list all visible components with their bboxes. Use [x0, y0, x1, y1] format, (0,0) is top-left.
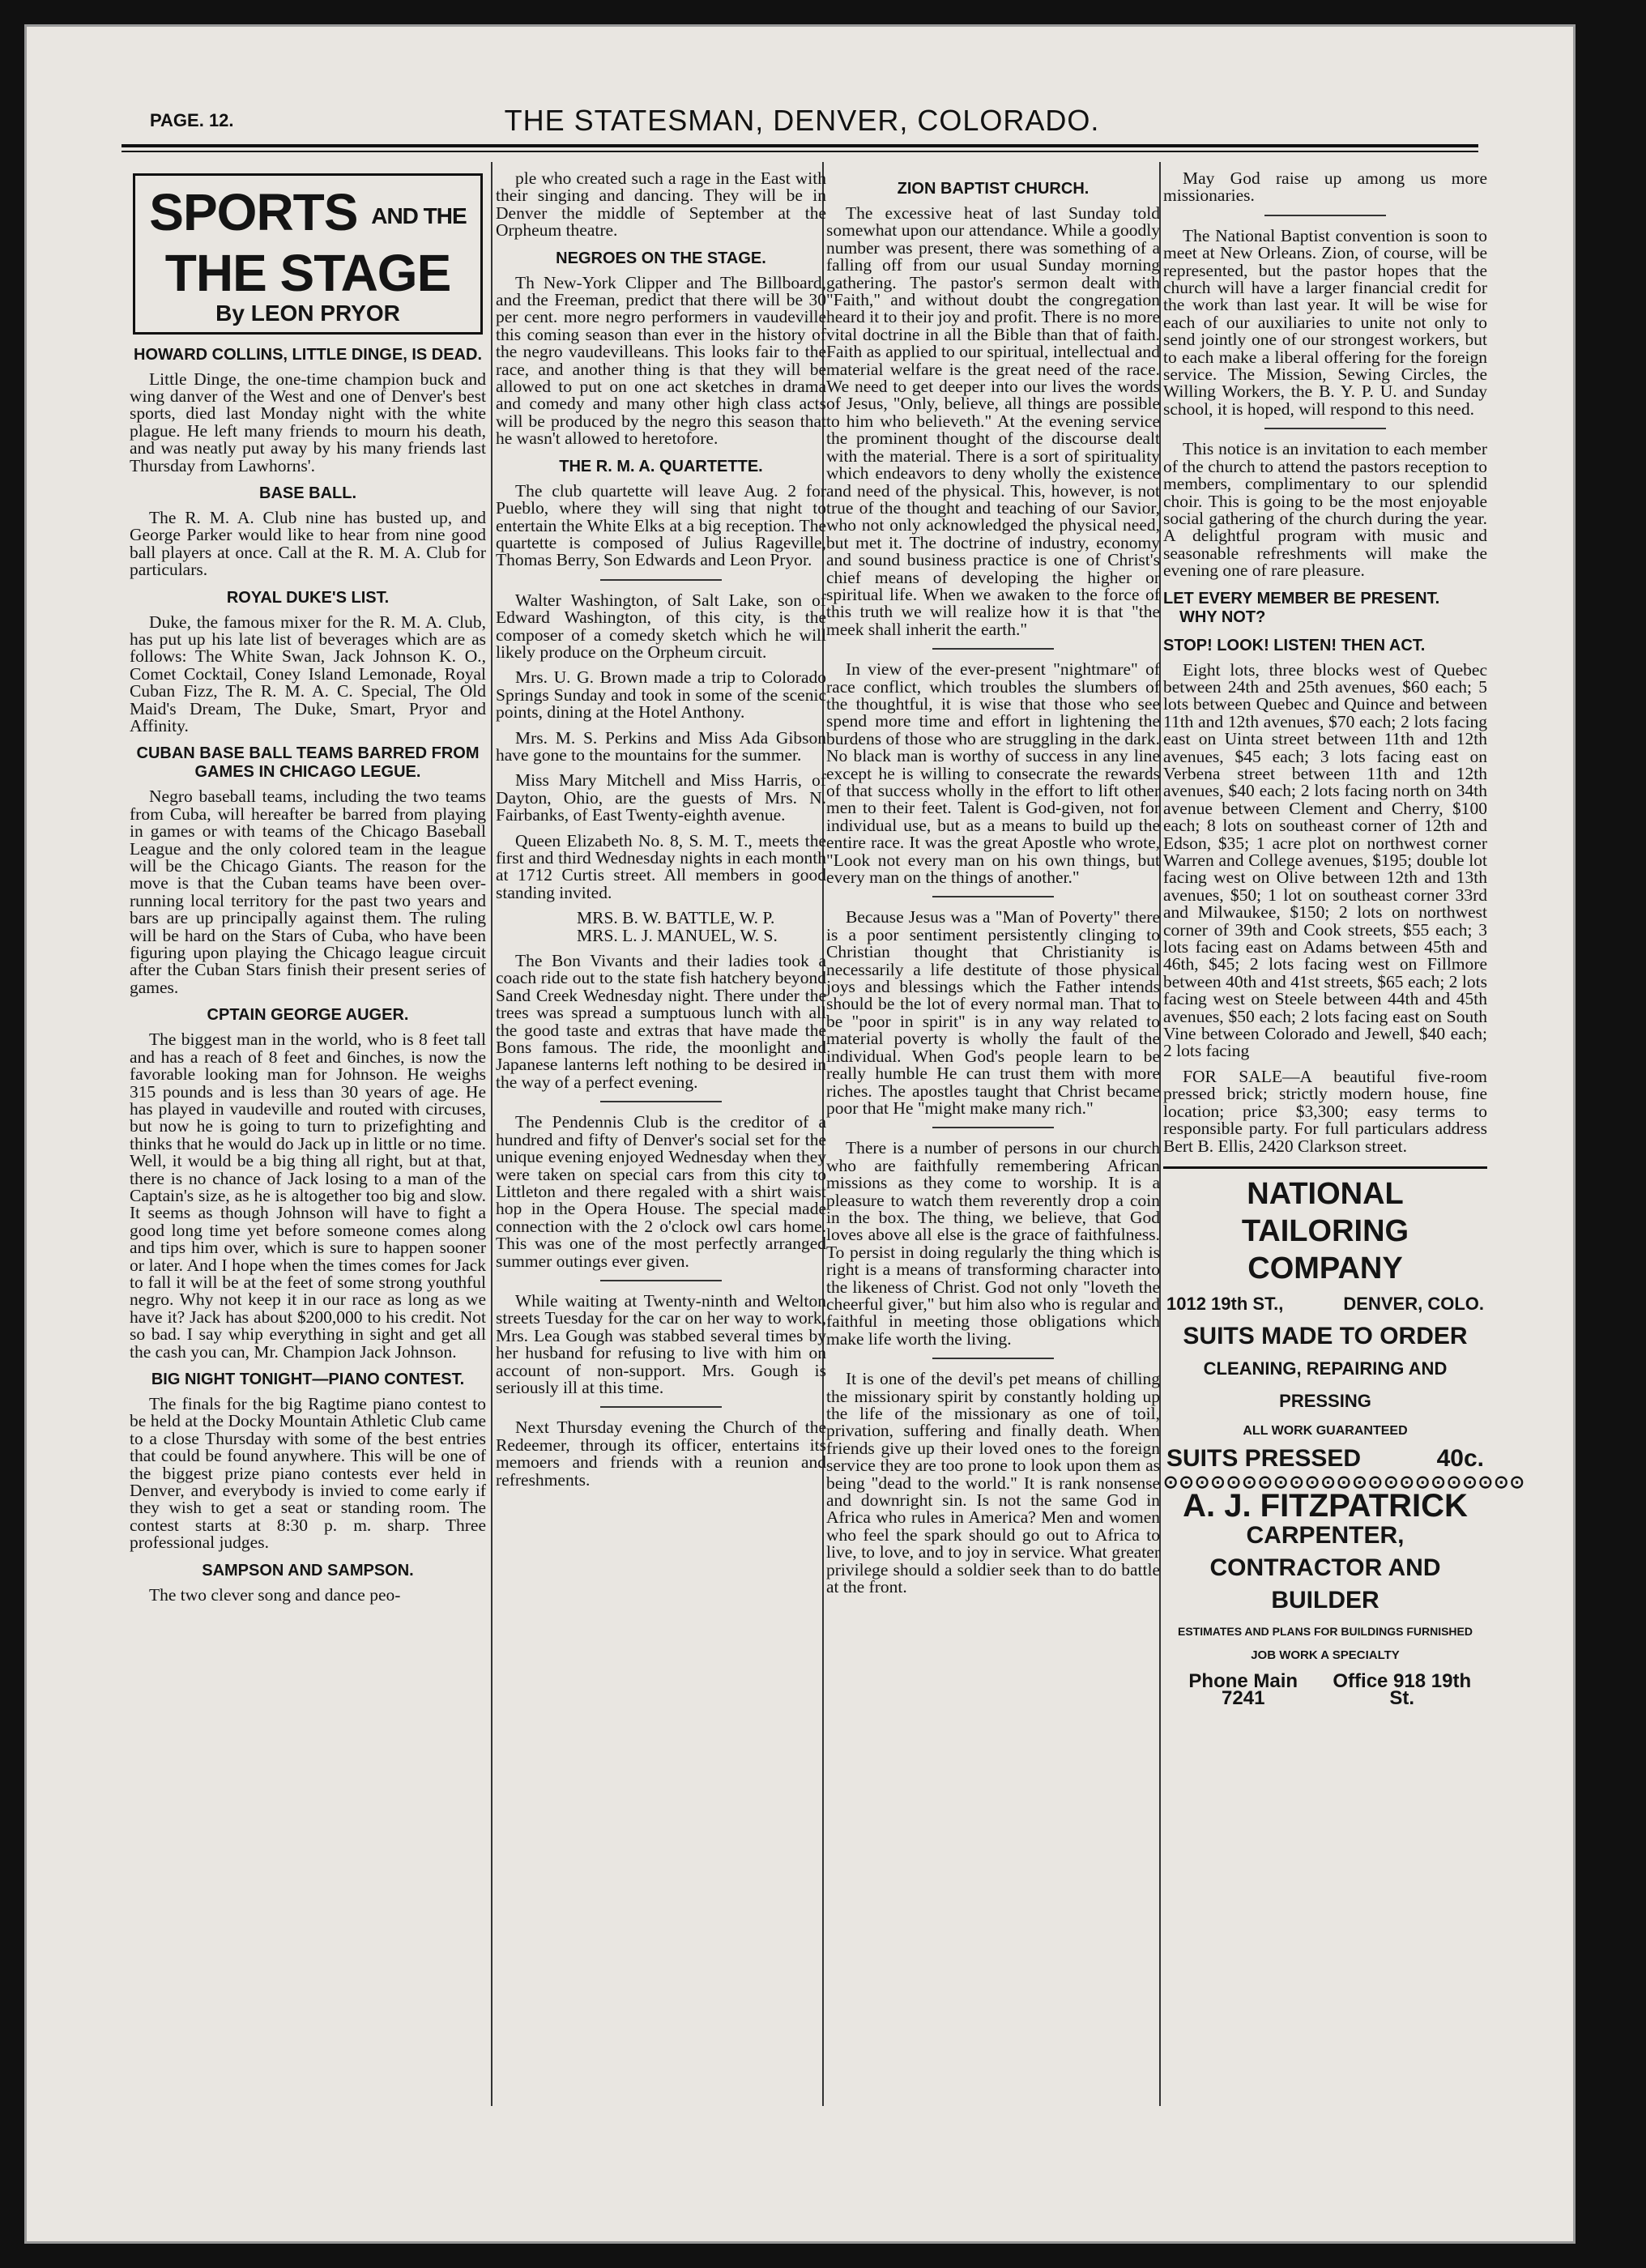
article-paragraph: While waiting at Twenty-ninth and Welton streets Tuesday for the car on her way to work, Mrs. Lea Gough was stabbed several times by her husband for refusing to live with him on account of non-support. Mrs. Gough is seriously ill at this time. [496, 1290, 826, 1397]
article-paragraph: The excessive heat of last Sunday told somewhat upon our attendance. While a goodly number was present, there was something of a falling off from our usual Sunday morning gathering. The pastor's sermon dealt with "Faith," and without doubt the congregation heard it to their joy and profit. There is no more vital doctrine in all the Bible than that of faith. Faith as applied to our spiritual, intellectual and material welfare is the great need of the race. We need to get deeper into our lives the words of Jesus, "Only, believe, all things are possible to him who believeth." At the evening service the prominent thought of the discourse dealt with the material. There is a sort of spirituality which endeavors to deny wholly the existence and need of the physical. This, however, is not true of the thought and teaching of our Savior, who not only acknowledged the physical need, but met it. The doctrine of industry, economy and sound business practice is one of Christ's chief means of developing the higher or spiritual life. When we awaken to the force of this truth we will realize how it is that "the meek shall inherit the earth." [826, 203, 1160, 639]
ad-city: DENVER, COLO. [1343, 1293, 1484, 1314]
section-banner [133, 173, 483, 335]
ad-fitzpatrick: A. J. FITZPATRICK [1183, 1487, 1468, 1524]
ad-contact-line [1166, 1669, 1484, 1710]
banner-title [142, 184, 474, 301]
ad-address-line [1166, 1295, 1484, 1312]
article-paragraph: The Pendennis Club is the creditor of a hundred and fifty of Denver's social set for the unique evening enjoyed Wednesday when they were taken on special cars from this city to Littleton and there regaled with a shirt waist hop in the Opera House. The special made connection with the 2 o'clock owl cars home. This was one of the most perfectly arranged summer outings ever given. [496, 1112, 826, 1271]
ad-price: 40c. [1436, 1444, 1484, 1472]
banner-word-sports: SPORTS [149, 183, 358, 241]
ornament-border: ⊙⊙⊙⊙⊙⊙⊙⊙⊙⊙⊙⊙⊙⊙⊙⊙⊙⊙⊙⊙⊙⊙⊙ [1163, 1472, 1525, 1493]
article-paragraph: Little Dinge, the one-time champion buck and wing danver of the West and one of Denver's best sports, died last Monday night with the white plague. He left many friends to mourn his death, and was neatly put away by his many friends last Thursday from Lawhorns'. [130, 369, 486, 475]
headline: BIG NIGHT TONIGHT—PIANO CONTEST. [151, 1371, 465, 1388]
ad-guarantee: ALL WORK GUARANTEED [1243, 1424, 1408, 1439]
newspaper-title: THE STATESMAN, DENVER, COLORADO. [504, 104, 1100, 137]
article-paragraph: ple who created such a rage in the East with their singing and dancing. They will be in Denver the middle of September at the Orpheum theatre. [496, 168, 826, 241]
article-paragraph: Duke, the famous mixer for the R. M. A. Club, has put up his late list of beverages which are as follows: The White Swan, Jack Johnson K. O., Comet Cocktail, Coney Island Lemonade, Royal Cuban Fizz, The R. M. A. C. Special, The Old Maid's Dream, The Duke, Smart, Pryor and Affinity. [130, 612, 486, 735]
masthead [126, 104, 1478, 139]
banner-word-and-the: AND THE [371, 203, 467, 229]
headline: ROYAL DUKE'S LIST. [226, 588, 390, 607]
article-paragraph: The Bon Vivants and their ladies took a coach ride out to the state fish hatchery beyond Sand Creek Wednesday night. There under the trees was spread a sumptuous lunch with all the good taste and extras that have made the Bons famous. The ride, the moonlight and Japanese lanterns left nothing to be desired in the way of a perfect evening. [496, 951, 826, 1092]
article-paragraph: Mrs. U. G. Brown made a trip to Colorado Springs Sunday and took in some of the scenic points, dining at the Hotel Anthony. [496, 667, 826, 723]
ad-company-name: NATIONAL TAILORING COMPANY [1241, 1176, 1409, 1285]
column-divider [491, 162, 493, 2106]
ad-trade: CARPENTER, CONTRACTOR AND BUILDER [1209, 1521, 1441, 1614]
page-number: PAGE. 12. [150, 110, 234, 130]
article-paragraph: Next Thursday evening the Church of the Redeemer, through its officer, entertains its memoers and friends with a reunion and refreshments. [496, 1418, 826, 1490]
article-paragraph: There is a number of persons in our church who are faithfully remembering African missions as they come to worship. It is a pleasure to watch them reverently drop a coin in the box. The thing, we believe, that God loves above all else is the grace of faithfulness. To persist in doing regularly the thing which is right is a means of transforming character into the likeness of Christ. God not only "loveth the cheerful giver," but him also who is regular and faithful in meeting those obligations which make life worth the living. [826, 1138, 1160, 1349]
banner-word-stage: THE STAGE [164, 244, 451, 303]
separator [600, 1280, 722, 1281]
ad-estimates: ESTIMATES AND PLANS FOR BUILDINGS FURNISHED [1177, 1624, 1473, 1638]
ad-pressed-line [1166, 1444, 1484, 1472]
article-paragraph: In view of the ever-present "nightmare" of race conflict, which troubles the slumbers of the thoughtful, it is wise that those who see spend more time and effort in lightening the burdens of those who are struggling in the dark. No black man is worthy of success in any line except he is willing to consecrate the rewards of that success wholly in the effort to lift other men to their feet. Talent is God-given, not for individual use, but as a means to build up the entire race. It was the great Apostle who wrote, "Look not every man on his own things, but every man on the things of another." [826, 659, 1160, 888]
separator [932, 1358, 1054, 1359]
headline: WHY NOT? [1179, 608, 1266, 626]
article-paragraph: Because Jesus was a "Man of Poverty" there is a poor sentiment persistently clinging to Christian thought that Christianity is necessarily a life destitute of those physical joys and blessings which the Father intends should be the lot of every normal man. That to be "poor in spirit" is in any way related to material poverty is wholly the fault of the individual. When God's people learn to be really humble He can trust them with more riches. The apostles taught that Christ became poor that He "might make many rich." [826, 907, 1160, 1118]
separator [600, 579, 722, 581]
article-paragraph: Th New-York Clipper and The Billboard, and the Freeman, predict that there will be 30 per cent. more negro performers in vaudeville this coming season than ever in the history of the negro vaudevilleans. This looks fair to the race, and another thing is that they will be allowed to put on one act sketches in drama and comedy and many other high class acts will be produced by the negro this season that he wasn't allowed to heretofore. [496, 272, 826, 449]
ad-office: Office 918 19th St. [1333, 1669, 1472, 1710]
ad-cleaning: CLEANING, REPAIRING AND PRESSING [1203, 1358, 1448, 1412]
headline: CPTAIN GEORGE AUGER. [207, 1006, 409, 1025]
ad-job-work: JOB WORK A SPECIALTY [1251, 1648, 1400, 1663]
column-4 [1163, 168, 1525, 2122]
ad-pressed: SUITS PRESSED [1166, 1444, 1362, 1472]
headline: HOWARD COLLINS, LITTLE DINGE, IS DEAD. [134, 345, 482, 364]
article-paragraph: It is one of the devil's pet means of chilling the missionary spirit by constantly holding up the life of the missionary as one of toil, privation, suffering and finally death. When friends give up their loved ones to the foreign service they are too prone to look upon them as being "dead to the world." It is rank nonsense and downright sin. Is not the same God in Africa who rules in America? Men and women who feel the spark should go out to Africa to live, to love, and to joy in service. What greater privilege should a soldier seek than to do battle at the front. [826, 1369, 1160, 1597]
separator [932, 1127, 1054, 1128]
masthead-rule [122, 144, 1478, 147]
column-2 [496, 170, 826, 2122]
signature: MRS. B. W. BATTLE, W. P. [577, 908, 775, 928]
article-paragraph: The two clever song and dance peo- [149, 1584, 401, 1605]
article-paragraph: Mrs. M. S. Perkins and Miss Ada Gibson have gone to the mountains for the summer. [496, 727, 826, 765]
headline: BASE BALL. [259, 484, 356, 502]
article-paragraph: The R. M. A. Club nine has busted up, and George Parker would like to hear from nine good ball players at once. Call at the R. M. A. Club for particulars. [130, 507, 486, 580]
column-1 [130, 170, 486, 2122]
separator [1264, 215, 1386, 216]
advertisement-tailoring [1163, 1166, 1525, 1710]
article-paragraph: FOR SALE—A beautiful five-room pressed brick; strictly modern house, fine location; price $3,300; easy terms to responsible party. For full particulars address Bert B. Ellis, 2420 Clarkson street. [1163, 1066, 1487, 1156]
article-paragraph: May God raise up among us more missionaries. [1163, 168, 1487, 206]
masthead-rule-thin [122, 151, 1478, 152]
article-paragraph: The biggest man in the world, who is 8 feet tall and has a reach of 8 feet and 6inches, is now the favorable looking man for Johnson. He weighs 315 pounds and is less than 30 years of age. He has played in vaudeville and routed with circuses, but now he is going to turn to prizefighting and thinks that he would do Jack up in little or no time. Well, it would be a big thing all right, but at that, there is no chance of Jack losing to a man of the Captain's size, as he is altogether too big and slow. It seems as though Johnson will have to fight a good long time yet before someone comes along and tips him over, which is sure to happen sooner or later. And I hope when the times comes for Jack to fall it will be at the feet of some strong youthful negro. Why not keep it in our race as long as we have it? Jack has about $200,000 to his credit. Not so bad. I say whip everything in sight and get all the cash you can, Mr. Champion Jack Johnson. [130, 1030, 486, 1362]
article-paragraph: Negro baseball teams, including the two teams from Cuba, will hereafter be barred from playing in games or with teams of the Chicago Baseball League and the only colored team in the league will be the Chicago Giants. The reason for the move is that the Cuban teams have been over-running local territory for the past two years and bars are up principally against them. The ruling will be hard on the Stars of Cuba, who have been figuring upon playing the Chicago league circuit after the Cuban Stars finish their present series of games. [130, 787, 486, 997]
separator [1264, 428, 1386, 429]
byline: By LEON PRYOR [215, 301, 400, 326]
article-paragraph: This notice is an invitation to each member of the church to attend the pastors reception to members, complimentary to our splendid choir. This is going to be the most enjoyable social gathering of the church during the year. A delightful program with music and seasonable refreshments will make the evening one of rare pleasure. [1163, 439, 1487, 581]
article-paragraph: The club quartette will leave Aug. 2 for Pueblo, where they will sing that night to entertain the White Elks at a big reception. The quartette is composed of Julius Rageville, Thomas Berry, Son Edwards and Leon Pryor. [496, 480, 826, 570]
ad-address: 1012 19th ST., [1166, 1293, 1284, 1314]
separator [932, 896, 1054, 897]
headline: ZION BAPTIST CHURCH. [897, 180, 1090, 198]
separator [600, 1406, 722, 1408]
ad-phone: Phone Main 7241 [1188, 1669, 1298, 1710]
headline: NEGROES ON THE STAGE. [556, 249, 766, 267]
article-paragraph: The National Baptist convention is soon to meet at New Orleans. Zion, of course, will be represented, but the pastor hopes that the church will have a larger financial credit for the work than last year. It will be wise for each of our auxiliaries to unite not only to send jointly one of our strongest workers, but to each make a liberal offering for the foreign service. The Mission, Sewing Circles, the Willing Workers, the B. Y. P. U. and Sunday school, it is hoped, will respond to this need. [1163, 225, 1487, 419]
headline: CUBAN BASE BALL TEAMS BARRED FROM GAMES IN CHICAGO LEGUE. [136, 744, 480, 782]
separator [600, 1101, 722, 1102]
column-3 [826, 170, 1160, 2122]
separator [932, 648, 1054, 650]
article-paragraph: The finals for the big Ragtime piano contest to be held at the Docky Mountain Athletic Club came to a close Thursday with some of the best entries that could be found anywhere. This will be one of the biggest prize piano contests ever held in Denver, and everybody is invied to come early if they wish to get a seat or standing room. The contest starts at 8:30 p. m. sharp. Three professional judges. [130, 1394, 486, 1553]
article-paragraph: Eight lots, three blocks west of Quebec between 24th and 25th avenues, $60 each; 5 lots between Quebec and Quince and between 11th and 12th avenues, $70 each; 2 lots facing east on Uinta street between 11th and 12th avenues, $45 each; 3 lots facing east on Verbena street between 11th and 12th avenues, $40 each; 2 lots facing north on 34th avenue between Clement and Cherry, $100 each; 8 lots on southeast corner of 12th and Edson, $35; 1 acre plot on northwest corner Warren and College avenues, $195; double lot facing west on Olive between 12th and 13th avenues, $50; 1 lot on southeast corner 33rd and Milwaukee, $150; 2 lots on northwest corner of 39th and Cook streets, $55 each; 3 lots facing east on Adams between 45th and 46th, $45; 2 lots facing west on Fillmore between 40th and 41st streets, $65 each; 2 lots facing west on Steele between 44th and 45th avenues, $50 each; 2 lots facing east on South Vine between Colorado and Jewell, $40 each; 2 lots facing [1163, 659, 1487, 1061]
signature: MRS. L. J. MANUEL, W. S. [577, 925, 778, 945]
article-paragraph: Queen Elizabeth No. 8, S. M. T., meets the first and third Wednesday nights in each month at 1712 Curtis street. All members in good standing invited. [496, 830, 826, 902]
article-paragraph: Miss Mary Mitchell and Miss Harris, of Dayton, Ohio, are the guests of Mrs. N. Fairbanks, of East Twenty-eighth avenue. [496, 770, 826, 825]
headline: LET EVERY MEMBER BE PRESENT. [1163, 589, 1440, 608]
headline: SAMPSON AND SAMPSON. [202, 1561, 414, 1580]
article-paragraph: Walter Washington, of Salt Lake, son of Edward Washington, of this city, is the composer of a comedy sketch which he will likely produce on the Orpheum circuit. [496, 590, 826, 662]
ad-suits: SUITS MADE TO ORDER [1183, 1323, 1468, 1350]
headline: THE R. M. A. QUARTETTE. [559, 457, 763, 475]
headline: STOP! LOOK! LISTEN! THEN ACT. [1163, 636, 1426, 654]
